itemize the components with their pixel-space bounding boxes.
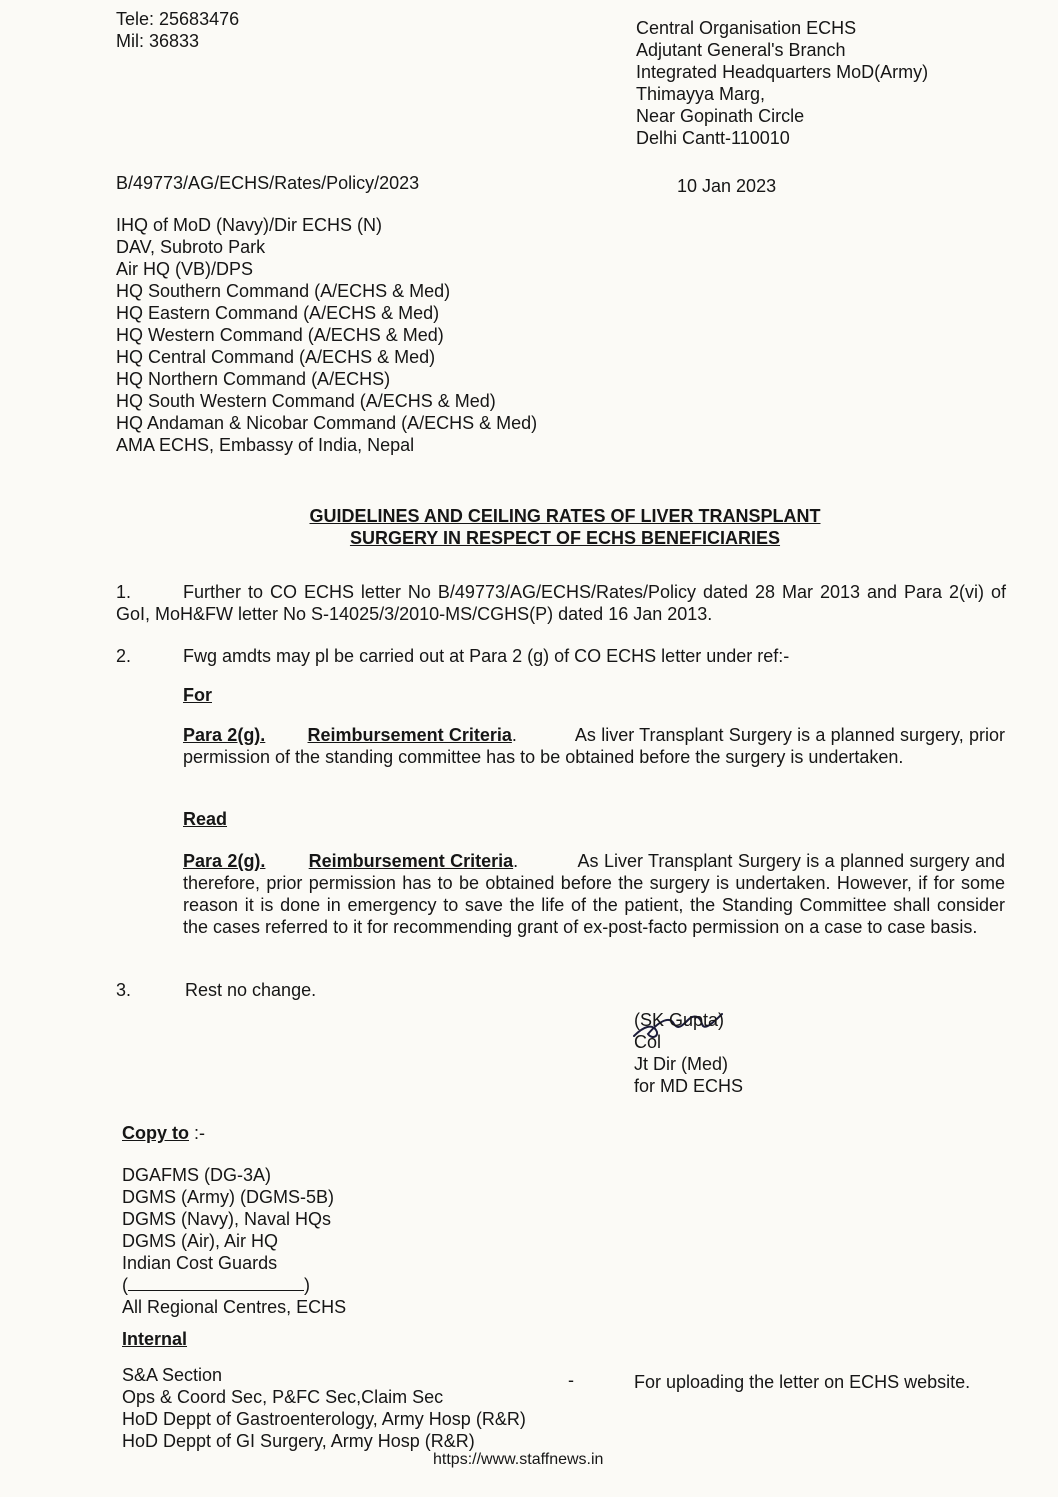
copy-to-label: Copy to	[122, 1123, 189, 1143]
recipient: AMA ECHS, Embassy of India, Nepal	[116, 435, 415, 455]
recipient: HQ Eastern Command (A/ECHS & Med)	[116, 303, 440, 323]
internal-item: HoD Deppt of GI Surgery, Army Hosp (R&R)	[122, 1431, 475, 1451]
copy-to-list	[122, 1164, 346, 1318]
for-label: For	[183, 685, 212, 705]
sender-address	[636, 17, 928, 149]
para-number: 1.	[116, 582, 132, 602]
internal-item: HoD Deppt of Gastroenterology, Army Hosp (R&R)	[122, 1409, 526, 1429]
mil-number: Mil: 36833	[116, 31, 200, 51]
address-line: Central Organisation ECHS	[636, 18, 857, 38]
para-number: 3.	[116, 980, 132, 1000]
blank-open: (	[122, 1275, 128, 1295]
recipient: HQ Western Command (A/ECHS & Med)	[116, 325, 444, 345]
blank-close: )	[304, 1275, 310, 1295]
copy-item: DGMS (Navy), Naval HQs	[122, 1209, 332, 1229]
address-line: Thimayya Marg,	[636, 84, 766, 104]
copy-item: All Regional Centres, ECHS	[122, 1297, 347, 1317]
internal-item: Ops & Coord Sec, P&FC Sec,Claim Sec	[122, 1387, 444, 1407]
signatory-rank: Col	[634, 1032, 662, 1052]
internal-list	[122, 1364, 526, 1452]
subject-heading	[280, 505, 850, 549]
letter-date: 10 Jan 2023	[677, 176, 777, 196]
para-3-text: Rest no change.	[185, 980, 317, 1000]
copy-to-heading	[122, 1122, 205, 1144]
blank-entry	[122, 1274, 346, 1296]
section-heading: Reimbursement Criteria	[307, 725, 512, 745]
upload-note: For uploading the letter on ECHS website.	[634, 1372, 971, 1392]
para-number: 2.	[116, 646, 132, 666]
address-line: Near Gopinath Circle	[636, 106, 805, 126]
read-text: As Liver Transplant Surgery is a planned surgery and therefore, prior permission has to be obtained before the surgery is undertaken. However, if for some reason it is done in emergency to save the life of the patient, the Standing Committee shall consider the cases referred to it for recommending grant of ex-post-facto permission on a case to case basis.	[183, 851, 1005, 937]
address-line: Integrated Headquarters MoD(Army)	[636, 62, 929, 82]
recipient: IHQ of MoD (Navy)/Dir ECHS (N)	[116, 215, 383, 235]
signatory-for: for MD ECHS	[634, 1076, 744, 1096]
signatory-name: (SK Gupta)	[634, 1010, 725, 1030]
recipient: DAV, Subroto Park	[116, 237, 266, 257]
tele-number: Tele: 25683476	[116, 9, 240, 29]
reference-number: B/49773/AG/ECHS/Rates/Policy/2023	[116, 173, 420, 193]
recipient: HQ Northern Command (A/ECHS)	[116, 369, 391, 389]
read-label: Read	[183, 809, 228, 829]
subject-line: SURGERY IN RESPECT OF ECHS BENEFICIARIES	[349, 528, 781, 548]
for-paragraph: Para 2(g). Reimbursement Criteria. As liver Transplant Surgery is a planned surgery, prior permission of the standing committee has to be obtained before the surgery is undertaken.	[183, 725, 1005, 767]
dash-separator: -	[568, 1370, 574, 1390]
recipient: HQ Southern Command (A/ECHS & Med)	[116, 281, 451, 301]
copy-item: DGAFMS (DG-3A)	[122, 1165, 272, 1185]
subject-line: GUIDELINES AND CEILING RATES OF LIVER TRANSPLANT	[309, 506, 821, 526]
internal-heading: Internal	[122, 1329, 188, 1349]
para-1-text: Further to CO ECHS letter No B/49773/AG/ECHS/Rates/Policy dated 28 Mar 2013 and Para 2(vi) of GoI, MoH&FW letter No S-14025/3/2010-MS/CGHS(P) dated 16 Jan 2013.	[116, 582, 1006, 624]
copy-to-suffix: :-	[194, 1123, 206, 1143]
blank-underline	[128, 1274, 304, 1291]
para-2-text: Fwg amdts may pl be carried out at Para 2 (g) of CO ECHS letter under ref:-	[183, 646, 790, 666]
recipient-list	[116, 214, 537, 456]
internal-item: S&A Section	[122, 1365, 223, 1385]
copy-item: DGMS (Air), Air HQ	[122, 1231, 278, 1251]
address-line: Adjutant General's Branch	[636, 40, 846, 60]
copy-item: Indian Cost Guards	[122, 1253, 278, 1273]
read-paragraph: Para 2(g). Reimbursement Criteria. As Liver Transplant Surgery is a planned surgery and therefore, prior permission has to be obtained before the surgery is undertaken. However, if for some reason it is done in emergency to save the life of the patient, the Standing Committee shall consider the cases referred to it for recommending grant of ex-post-facto permission on a case to case basis.	[183, 851, 1005, 937]
address-line: Delhi Cantt-110010	[636, 128, 790, 148]
para-ref: Para 2(g).	[183, 851, 266, 871]
for-text: As liver Transplant Surgery is a planned surgery, prior permission of the standing committee has to be obtained before the surgery is undertaken.	[183, 725, 1005, 767]
signature-block	[634, 1009, 743, 1097]
section-heading: Reimbursement Criteria	[308, 851, 514, 871]
signatory-designation: Jt Dir (Med)	[634, 1054, 728, 1074]
para-ref: Para 2(g).	[183, 725, 266, 745]
recipient: HQ Central Command (A/ECHS & Med)	[116, 347, 436, 367]
contact-block	[116, 8, 239, 52]
copy-item: DGMS (Army) (DGMS-5B)	[122, 1187, 334, 1207]
recipient: Air HQ (VB)/DPS	[116, 259, 254, 279]
footer-url: https://www.staffnews.in	[433, 1451, 604, 1468]
recipient: HQ Andaman & Nicobar Command (A/ECHS & Med)	[116, 413, 538, 433]
recipient: HQ South Western Command (A/ECHS & Med)	[116, 391, 496, 411]
